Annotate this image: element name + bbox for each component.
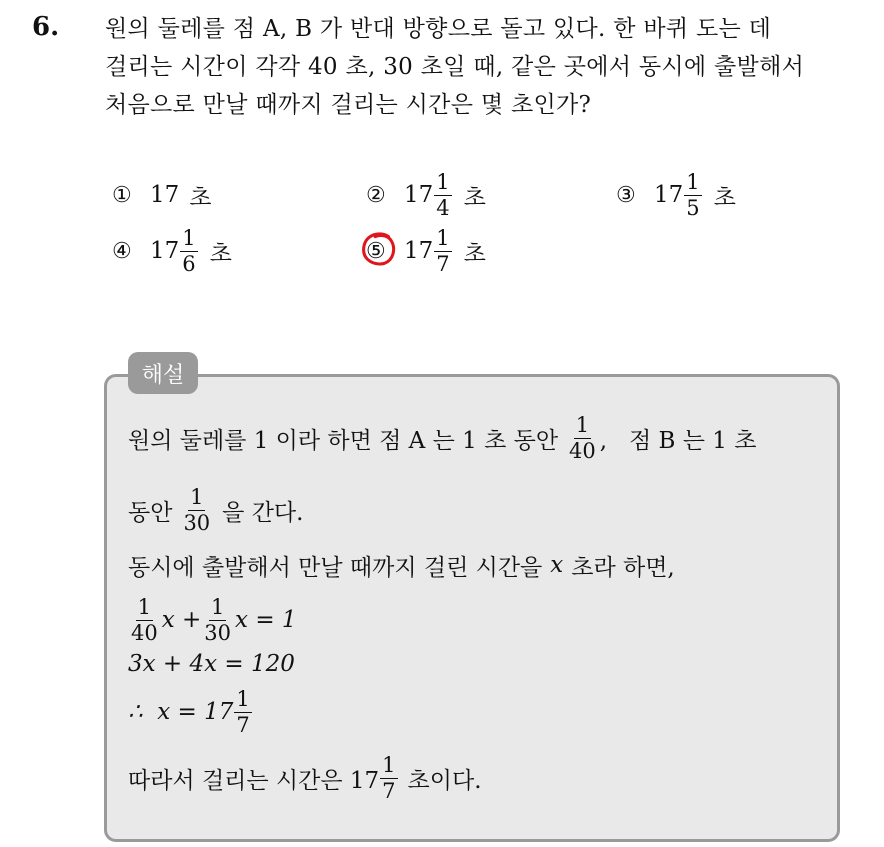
fraction-numerator: 1 [382, 752, 396, 777]
fraction-numerator: 1 [436, 169, 450, 194]
solution-text: 따라서 걸리는 시간은 17 [128, 767, 380, 794]
fraction-denominator: 6 [182, 251, 196, 276]
solution-fraction [380, 752, 397, 803]
choice-whole: 17 [654, 182, 684, 208]
choice-unit: 초 [189, 184, 212, 211]
fraction-denominator: 7 [382, 778, 396, 803]
fraction-denominator: 4 [436, 195, 450, 220]
solution-line-1 [128, 410, 756, 466]
choice-whole: 17 [150, 182, 180, 208]
fraction-numerator: 1 [236, 686, 250, 711]
question-number: 6. [32, 12, 60, 42]
choice-marker: ① [112, 182, 132, 208]
solution-text: 초라 하면, [571, 554, 675, 581]
choice-fraction [684, 169, 701, 220]
solution-tag: 해설 [128, 352, 198, 394]
choice-marker-selected [366, 239, 400, 264]
choice-whole: 17 [150, 238, 180, 264]
solution-equation-3 [128, 684, 254, 740]
solution-equation-1 [128, 592, 297, 648]
choice-marker: ⑤ [366, 238, 386, 264]
fraction-denominator: 30 [204, 620, 232, 645]
choice-whole: 17 [404, 238, 434, 264]
choice-5[interactable] [366, 226, 486, 276]
fraction-denominator: 7 [236, 712, 250, 737]
choice-1[interactable] [112, 170, 212, 220]
solution-math: x + [161, 607, 202, 633]
fraction-numerator: 1 [575, 412, 590, 437]
question-line-2: 걸리는 시간이 각각 40 초, 30 초일 때, 같은 곳에서 동시에 출발해서 [105, 54, 805, 80]
solution-line-3 [128, 548, 675, 582]
question-line-1: 원의 둘레를 점 A, B 가 반대 방향으로 돌고 있다. 한 바퀴 도는 데 [105, 16, 772, 42]
fraction-denominator: 5 [686, 195, 700, 220]
fraction-denominator: 7 [436, 251, 450, 276]
fraction-denominator: 30 [183, 510, 211, 535]
solution-fraction [567, 412, 598, 463]
choice-2[interactable] [366, 170, 486, 220]
solution-math: 3x + 4x = 120 [128, 651, 295, 677]
choice-fraction [434, 225, 451, 276]
solution-text: 초이다. [407, 767, 482, 794]
solution-text: 원의 둘레를 1 이라 하면 점 A 는 1 초 동안 [128, 427, 559, 454]
solution-fraction [181, 484, 212, 535]
solution-text: 동안 [128, 499, 173, 526]
choice-marker: ③ [616, 182, 636, 208]
choice-unit: 초 [713, 184, 736, 211]
solution-fraction [202, 594, 233, 645]
choice-unit: 초 [209, 240, 232, 267]
fraction-numerator: 1 [210, 594, 225, 619]
solution-math: ∴ x = 17 [128, 699, 234, 725]
choice-unit: 초 [463, 184, 486, 211]
solution-equation-2 [128, 648, 295, 680]
red-circle-mark-icon [360, 230, 398, 268]
solution-fraction [234, 686, 251, 737]
solution-text: 을 간다. [222, 499, 304, 526]
solution-text: , 점 B 는 1 초 [599, 427, 757, 454]
choice-marker: ② [366, 182, 386, 208]
solution-fraction [129, 594, 160, 645]
choice-whole: 17 [404, 182, 434, 208]
choice-3[interactable] [616, 170, 736, 220]
choice-marker: ④ [112, 238, 132, 264]
solution-text: 동시에 출발해서 만날 때까지 걸린 시간을 [128, 554, 543, 581]
solution-conclusion [128, 750, 482, 806]
choice-unit: 초 [463, 240, 486, 267]
choice-4[interactable] [112, 226, 232, 276]
choice-fraction [434, 169, 451, 220]
fraction-denominator: 40 [131, 620, 158, 645]
fraction-numerator: 1 [686, 169, 700, 194]
fraction-numerator: 1 [182, 225, 196, 250]
question-text [105, 10, 865, 124]
solution-variable: x [550, 552, 564, 578]
choice-fraction [180, 225, 197, 276]
fraction-numerator: 1 [436, 225, 450, 250]
solution-line-2 [128, 482, 303, 538]
fraction-numerator: 1 [137, 594, 152, 619]
fraction-denominator: 40 [569, 438, 596, 463]
solution-math: x = 1 [235, 607, 297, 633]
question-line-3: 처음으로 만날 때까지 걸리는 시간은 몇 초인가? [105, 92, 592, 118]
fraction-numerator: 1 [190, 484, 204, 509]
